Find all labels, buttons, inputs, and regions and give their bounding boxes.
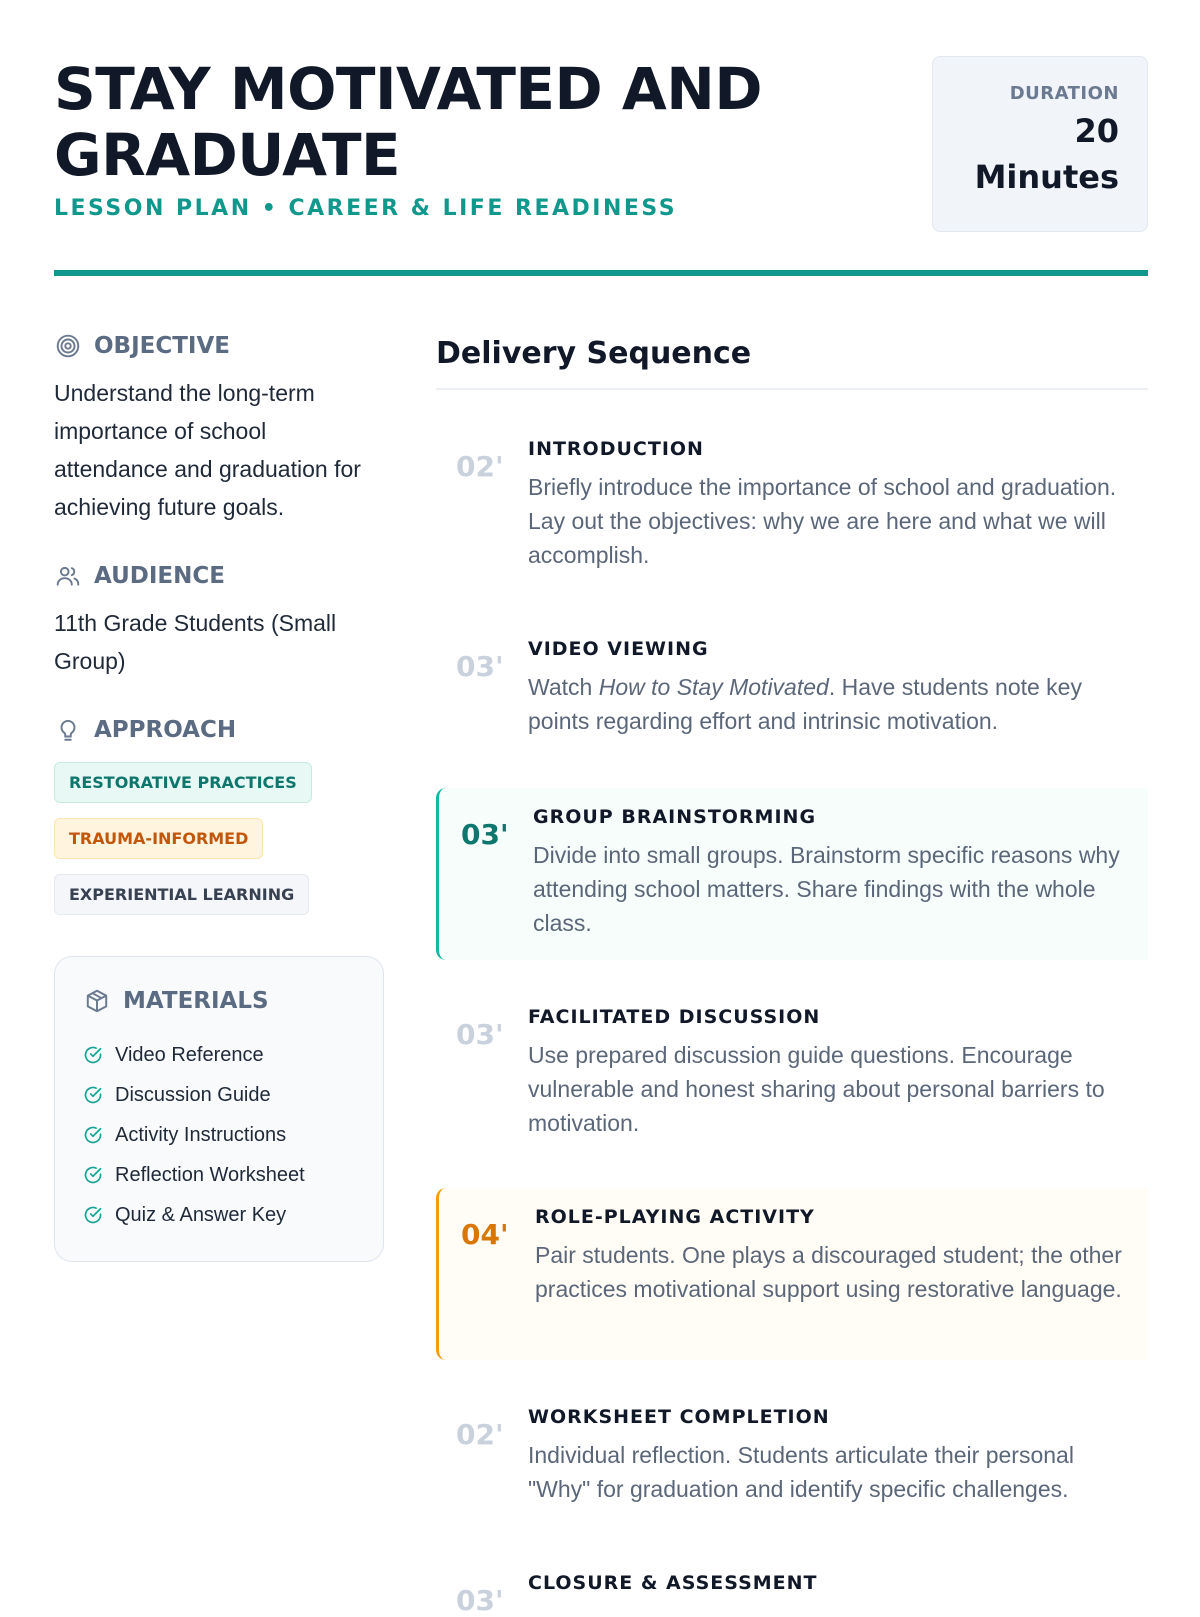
objective-text: Understand the long-term importance of school attendance and graduation for achieving future goals. — [54, 380, 361, 520]
material-label: Video Reference — [115, 1043, 264, 1066]
approach-tags — [54, 762, 384, 930]
step-minutes: 02' — [456, 1418, 504, 1451]
step-content — [528, 1406, 1138, 1506]
list-item — [83, 1195, 357, 1235]
objective-section — [54, 330, 384, 526]
list-item — [83, 1155, 357, 1195]
step-name: INTRODUCTION — [528, 438, 704, 460]
step-facilitated-discussion — [436, 988, 1148, 1158]
left-column — [54, 330, 384, 1262]
tag-trauma-informed: TRAUMA-INFORMED — [54, 818, 263, 859]
step-minutes: 03' — [456, 1584, 504, 1617]
sequence-heading: Delivery Sequence — [436, 336, 752, 371]
step-video-viewing — [436, 620, 1148, 750]
list-item — [83, 1075, 357, 1115]
step-desc — [528, 670, 1138, 738]
step-content — [533, 806, 1143, 940]
check-circle-icon — [83, 1205, 103, 1225]
objective-header — [54, 330, 384, 362]
check-circle-icon — [83, 1045, 103, 1065]
step-desc: Use prepared discussion guide questions. Encourage vulnerable and honest sharing about personal barriers to motivation. — [528, 1042, 1105, 1136]
step-minutes: 03' — [461, 818, 509, 851]
step-minutes: 02' — [456, 450, 504, 483]
step-minutes: 03' — [456, 650, 504, 683]
step-desc: Individual reflection. Students articulate their personal "Why" for graduation and identify specific challenges. — [528, 1442, 1074, 1502]
step-group-brainstorming — [436, 788, 1148, 960]
material-label: Reflection Worksheet — [115, 1163, 305, 1186]
step-desc: Pair students. One plays a discouraged student; the other practices motivational support using restorative language. — [535, 1242, 1122, 1302]
materials-list — [83, 1035, 357, 1235]
step-worksheet-completion — [436, 1388, 1148, 1518]
duration-label: DURATION — [1009, 83, 1119, 104]
approach-heading: APPROACH — [94, 717, 237, 743]
step-content — [528, 1572, 1138, 1594]
audience-header — [54, 560, 384, 592]
materials-header — [83, 985, 357, 1017]
step-name: FACILITATED DISCUSSION — [528, 1006, 821, 1028]
target-icon — [54, 332, 82, 360]
tag-experiential-learning: EXPERIENTIAL LEARNING — [54, 874, 309, 915]
step-content — [528, 438, 1138, 572]
material-label: Discussion Guide — [115, 1083, 271, 1106]
step-desc-before: Watch — [528, 674, 599, 700]
tag-restorative-practices: RESTORATIVE PRACTICES — [54, 762, 312, 803]
material-label: Activity Instructions — [115, 1123, 287, 1146]
check-circle-icon — [83, 1085, 103, 1105]
step-desc: Divide into small groups. Brainstorm specific reasons why attending school matters. Share findings with the whole class. — [533, 842, 1120, 936]
audience-heading: AUDIENCE — [94, 563, 225, 589]
step-name: CLOSURE & ASSESSMENT — [528, 1572, 818, 1594]
step-role-playing-activity — [436, 1188, 1148, 1360]
step-content — [528, 1006, 1138, 1140]
step-minutes: 04' — [461, 1218, 509, 1251]
materials-card — [54, 956, 384, 1262]
page-title: STAY MOTIVATED AND GRADUATE — [54, 55, 762, 189]
video-title: How to Stay Motivated — [598, 674, 829, 700]
list-item — [83, 1115, 357, 1155]
header — [54, 56, 1148, 276]
step-closure-assessment — [436, 1554, 1148, 1617]
delivery-sequence — [436, 332, 1148, 1617]
approach-section — [54, 714, 384, 930]
material-label: Quiz & Answer Key — [115, 1203, 287, 1226]
page-subtitle: LESSON PLAN • CAREER & LIFE READINESS — [54, 196, 678, 221]
list-item — [83, 1035, 357, 1075]
lightbulb-icon — [54, 716, 82, 744]
step-name: WORKSHEET COMPLETION — [528, 1406, 830, 1428]
step-name: VIDEO VIEWING — [528, 638, 709, 660]
sequence-divider — [436, 388, 1148, 390]
materials-heading: MATERIALS — [123, 988, 269, 1014]
duration-number: 20 — [1074, 112, 1119, 150]
objective-heading: OBJECTIVE — [94, 333, 230, 359]
header-divider — [54, 270, 1148, 276]
box-icon — [83, 987, 111, 1015]
step-desc-after: . Have students note key points regarding effort and intrinsic motivation. — [528, 674, 1082, 734]
check-circle-icon — [83, 1125, 103, 1145]
audience-text: 11th Grade Students (Small Group) — [54, 610, 337, 674]
step-content — [535, 1206, 1145, 1306]
step-introduction — [436, 420, 1148, 590]
step-name: ROLE-PLAYING ACTIVITY — [535, 1206, 815, 1228]
step-desc: Briefly introduce the importance of school and graduation. Lay out the objectives: why we are here and what we will accomplish. — [528, 474, 1117, 568]
users-icon — [54, 562, 82, 590]
approach-header — [54, 714, 384, 746]
duration-unit: Minutes — [974, 158, 1119, 196]
duration-card — [932, 56, 1148, 232]
step-content — [528, 638, 1138, 738]
step-minutes: 03' — [456, 1018, 504, 1051]
step-name: GROUP BRAINSTORMING — [533, 806, 817, 828]
audience-section — [54, 560, 384, 680]
check-circle-icon — [83, 1165, 103, 1185]
